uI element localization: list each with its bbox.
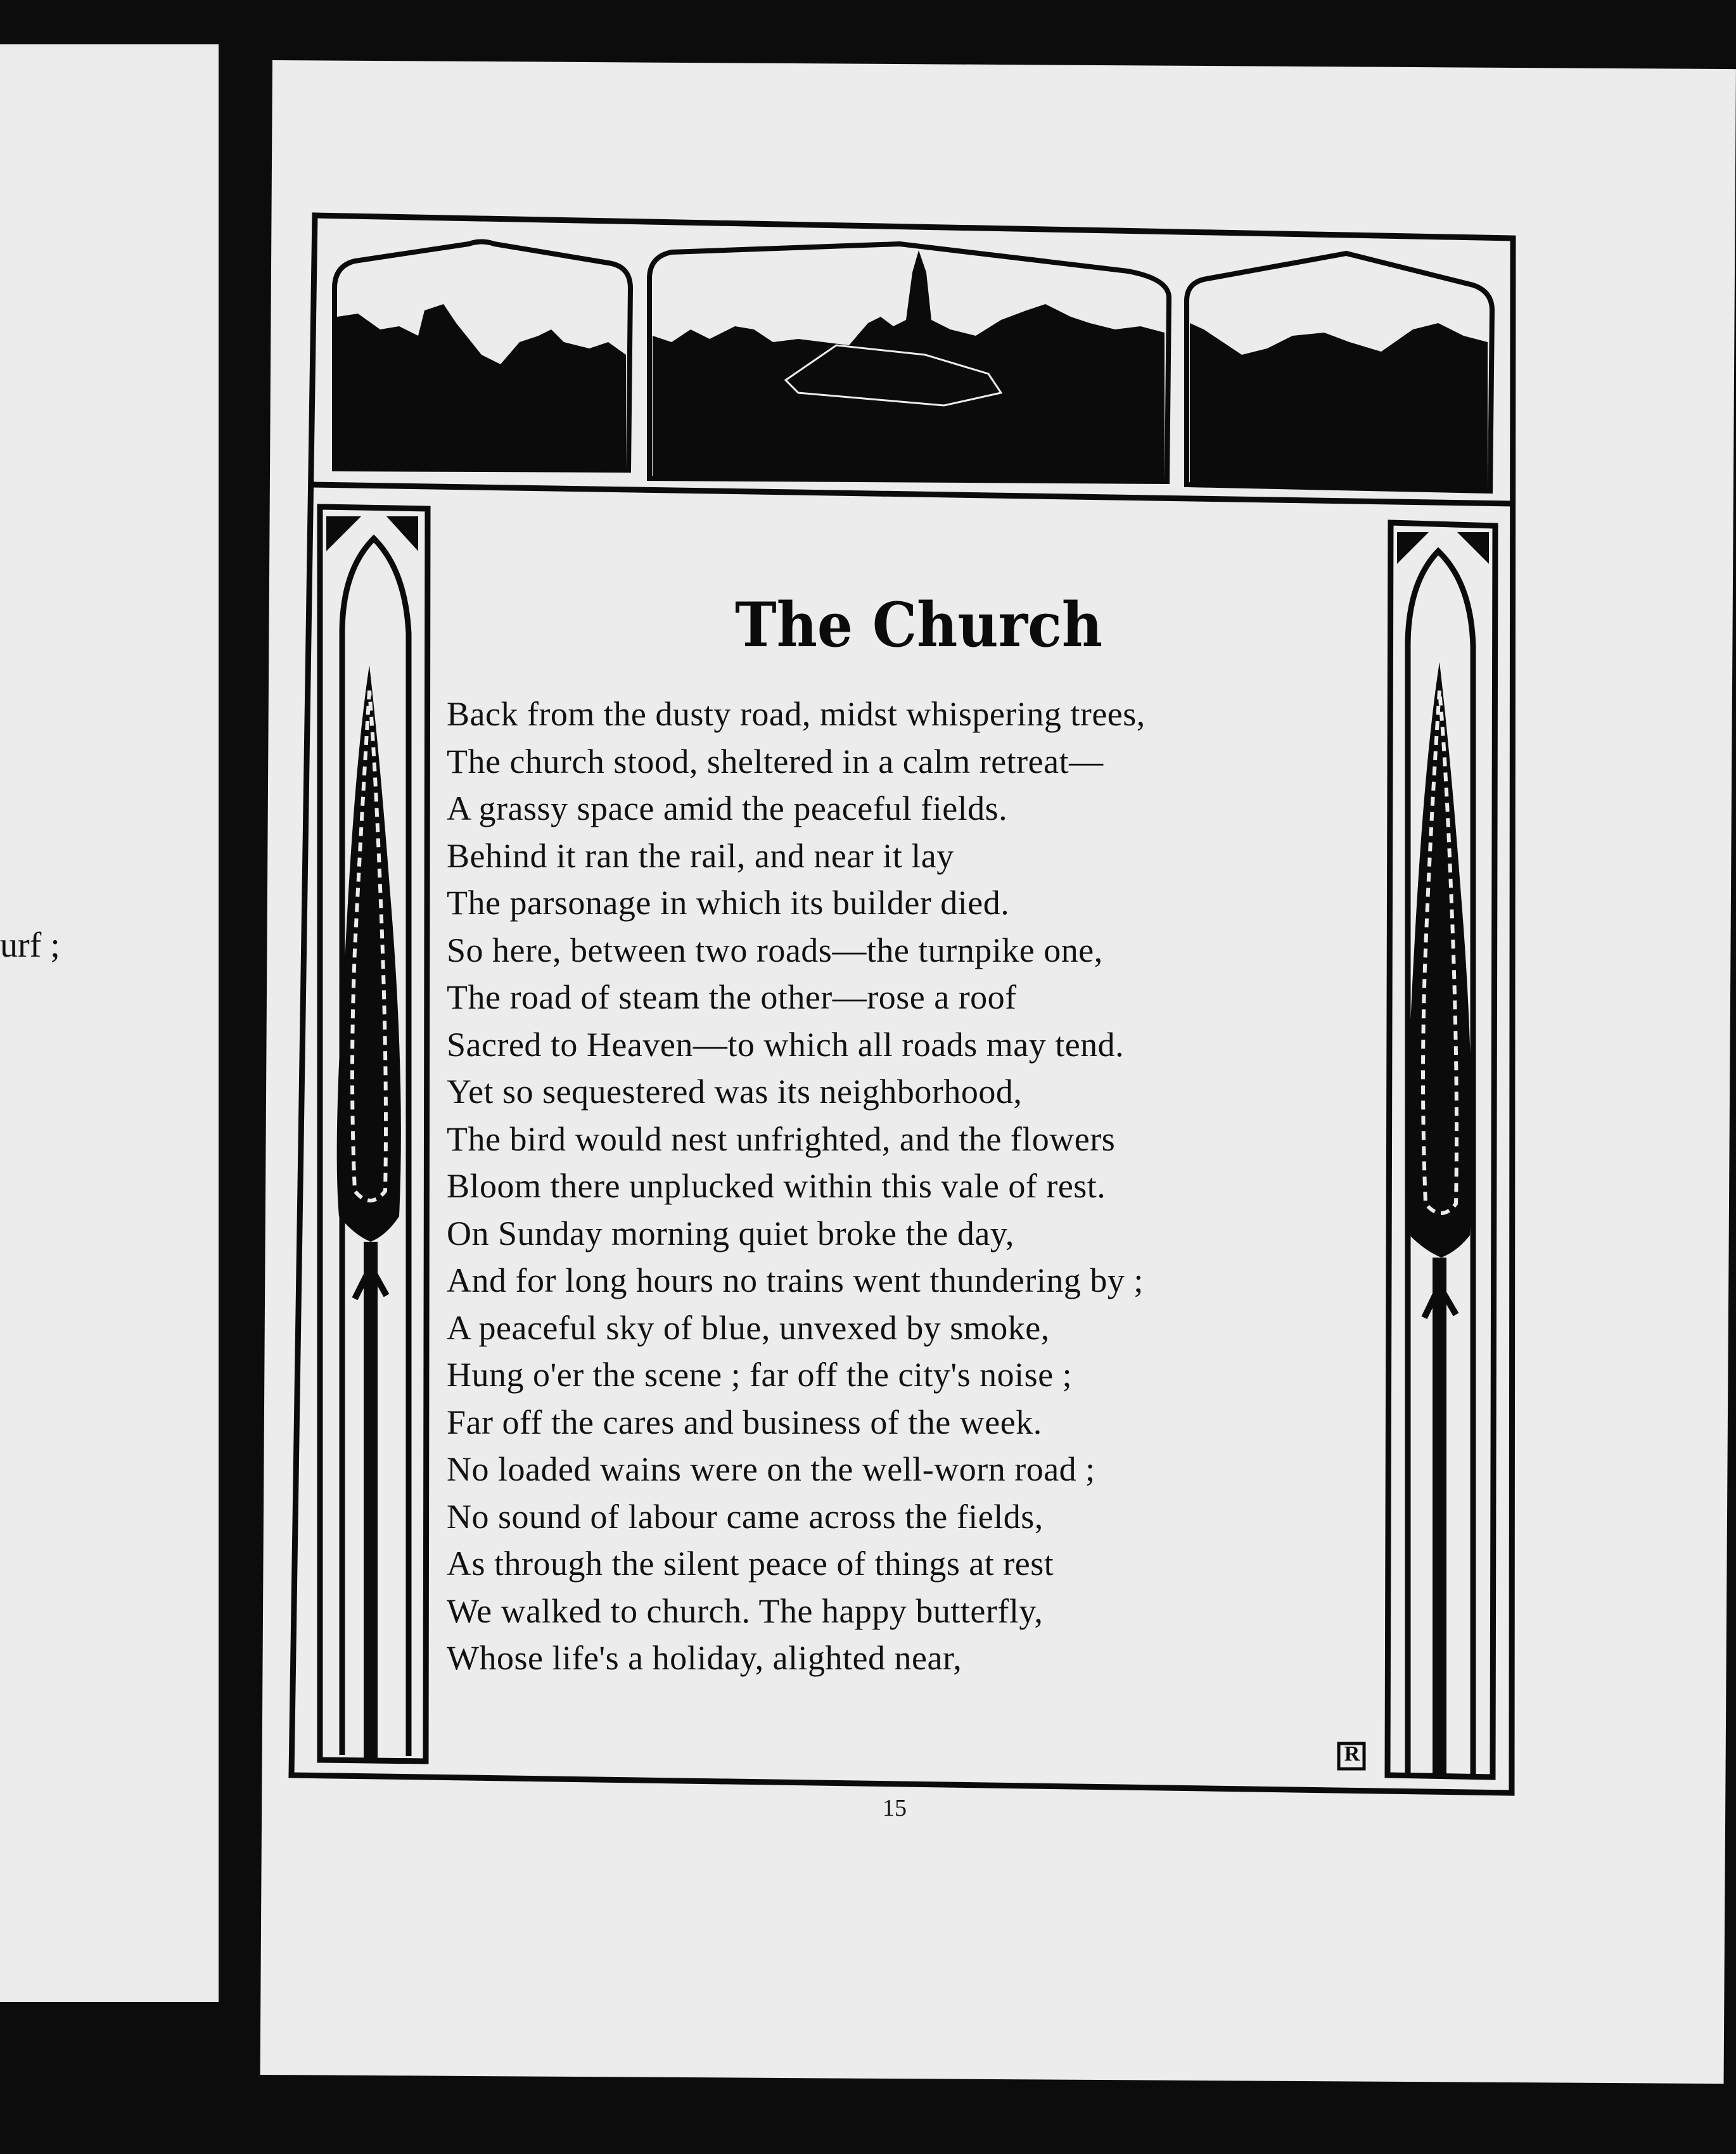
poem-body <box>447 691 1146 1682</box>
left-page-text-fragment: urf ; <box>0 926 60 965</box>
poem-line: And for long hours no trains went thundering by ; <box>447 1261 1144 1299</box>
monogram: R <box>1344 1742 1360 1766</box>
right-poplar-tree <box>1407 662 1472 1258</box>
poem-line: Bloom there unplucked within this vale of rest. <box>447 1167 1106 1205</box>
header-panel-center-church <box>649 244 1169 481</box>
page-number: 15 <box>883 1795 907 1821</box>
poem-line: Whose life's a holiday, alighted near, <box>447 1639 962 1677</box>
poem-line: The church stood, sheltered in a calm retreat— <box>447 742 1104 781</box>
right-column-arch <box>1388 523 1495 1777</box>
header-panel-right <box>1187 253 1492 491</box>
poem-line: Back from the dusty road, midst whispering trees, <box>447 695 1146 733</box>
left-column-arch <box>320 507 428 1761</box>
poem-line: A peaceful sky of blue, unvexed by smoke, <box>447 1308 1050 1347</box>
poem-line: As through the silent peace of things at rest <box>447 1545 1054 1583</box>
poem-line: Behind it ran the rail, and near it lay <box>447 836 954 875</box>
poem-line: A grassy space amid the peaceful fields. <box>447 789 1008 827</box>
poem-line: The parsonage in which its builder died. <box>447 884 1010 922</box>
poem-line: We walked to church. The happy butterfly, <box>447 1591 1044 1630</box>
poem-line: The bird would nest unfrighted, and the flowers <box>447 1119 1116 1158</box>
poem-line: Hung o'er the scene ; far off the city's noise ; <box>447 1356 1073 1394</box>
poem-line: Sacred to Heaven—to which all roads may tend. <box>447 1025 1125 1064</box>
poem-line: Far off the cares and business of the week. <box>447 1403 1042 1441</box>
header-panel-left <box>335 242 630 471</box>
poem-title: The Church <box>735 589 1103 661</box>
poem-line: Yet so sequestered was its neighborhood, <box>447 1073 1023 1111</box>
poem-line: No sound of labour came across the fields, <box>447 1497 1044 1536</box>
left-poplar-tree <box>337 665 401 1242</box>
poem-line: No loaded wains were on the well-worn road ; <box>447 1450 1095 1488</box>
poem-line: The road of steam the other—rose a roof <box>447 978 1017 1016</box>
poem-line: So here, between two roads—the turnpike one, <box>447 931 1103 969</box>
poem-line: On Sunday morning quiet broke the day, <box>447 1214 1014 1252</box>
